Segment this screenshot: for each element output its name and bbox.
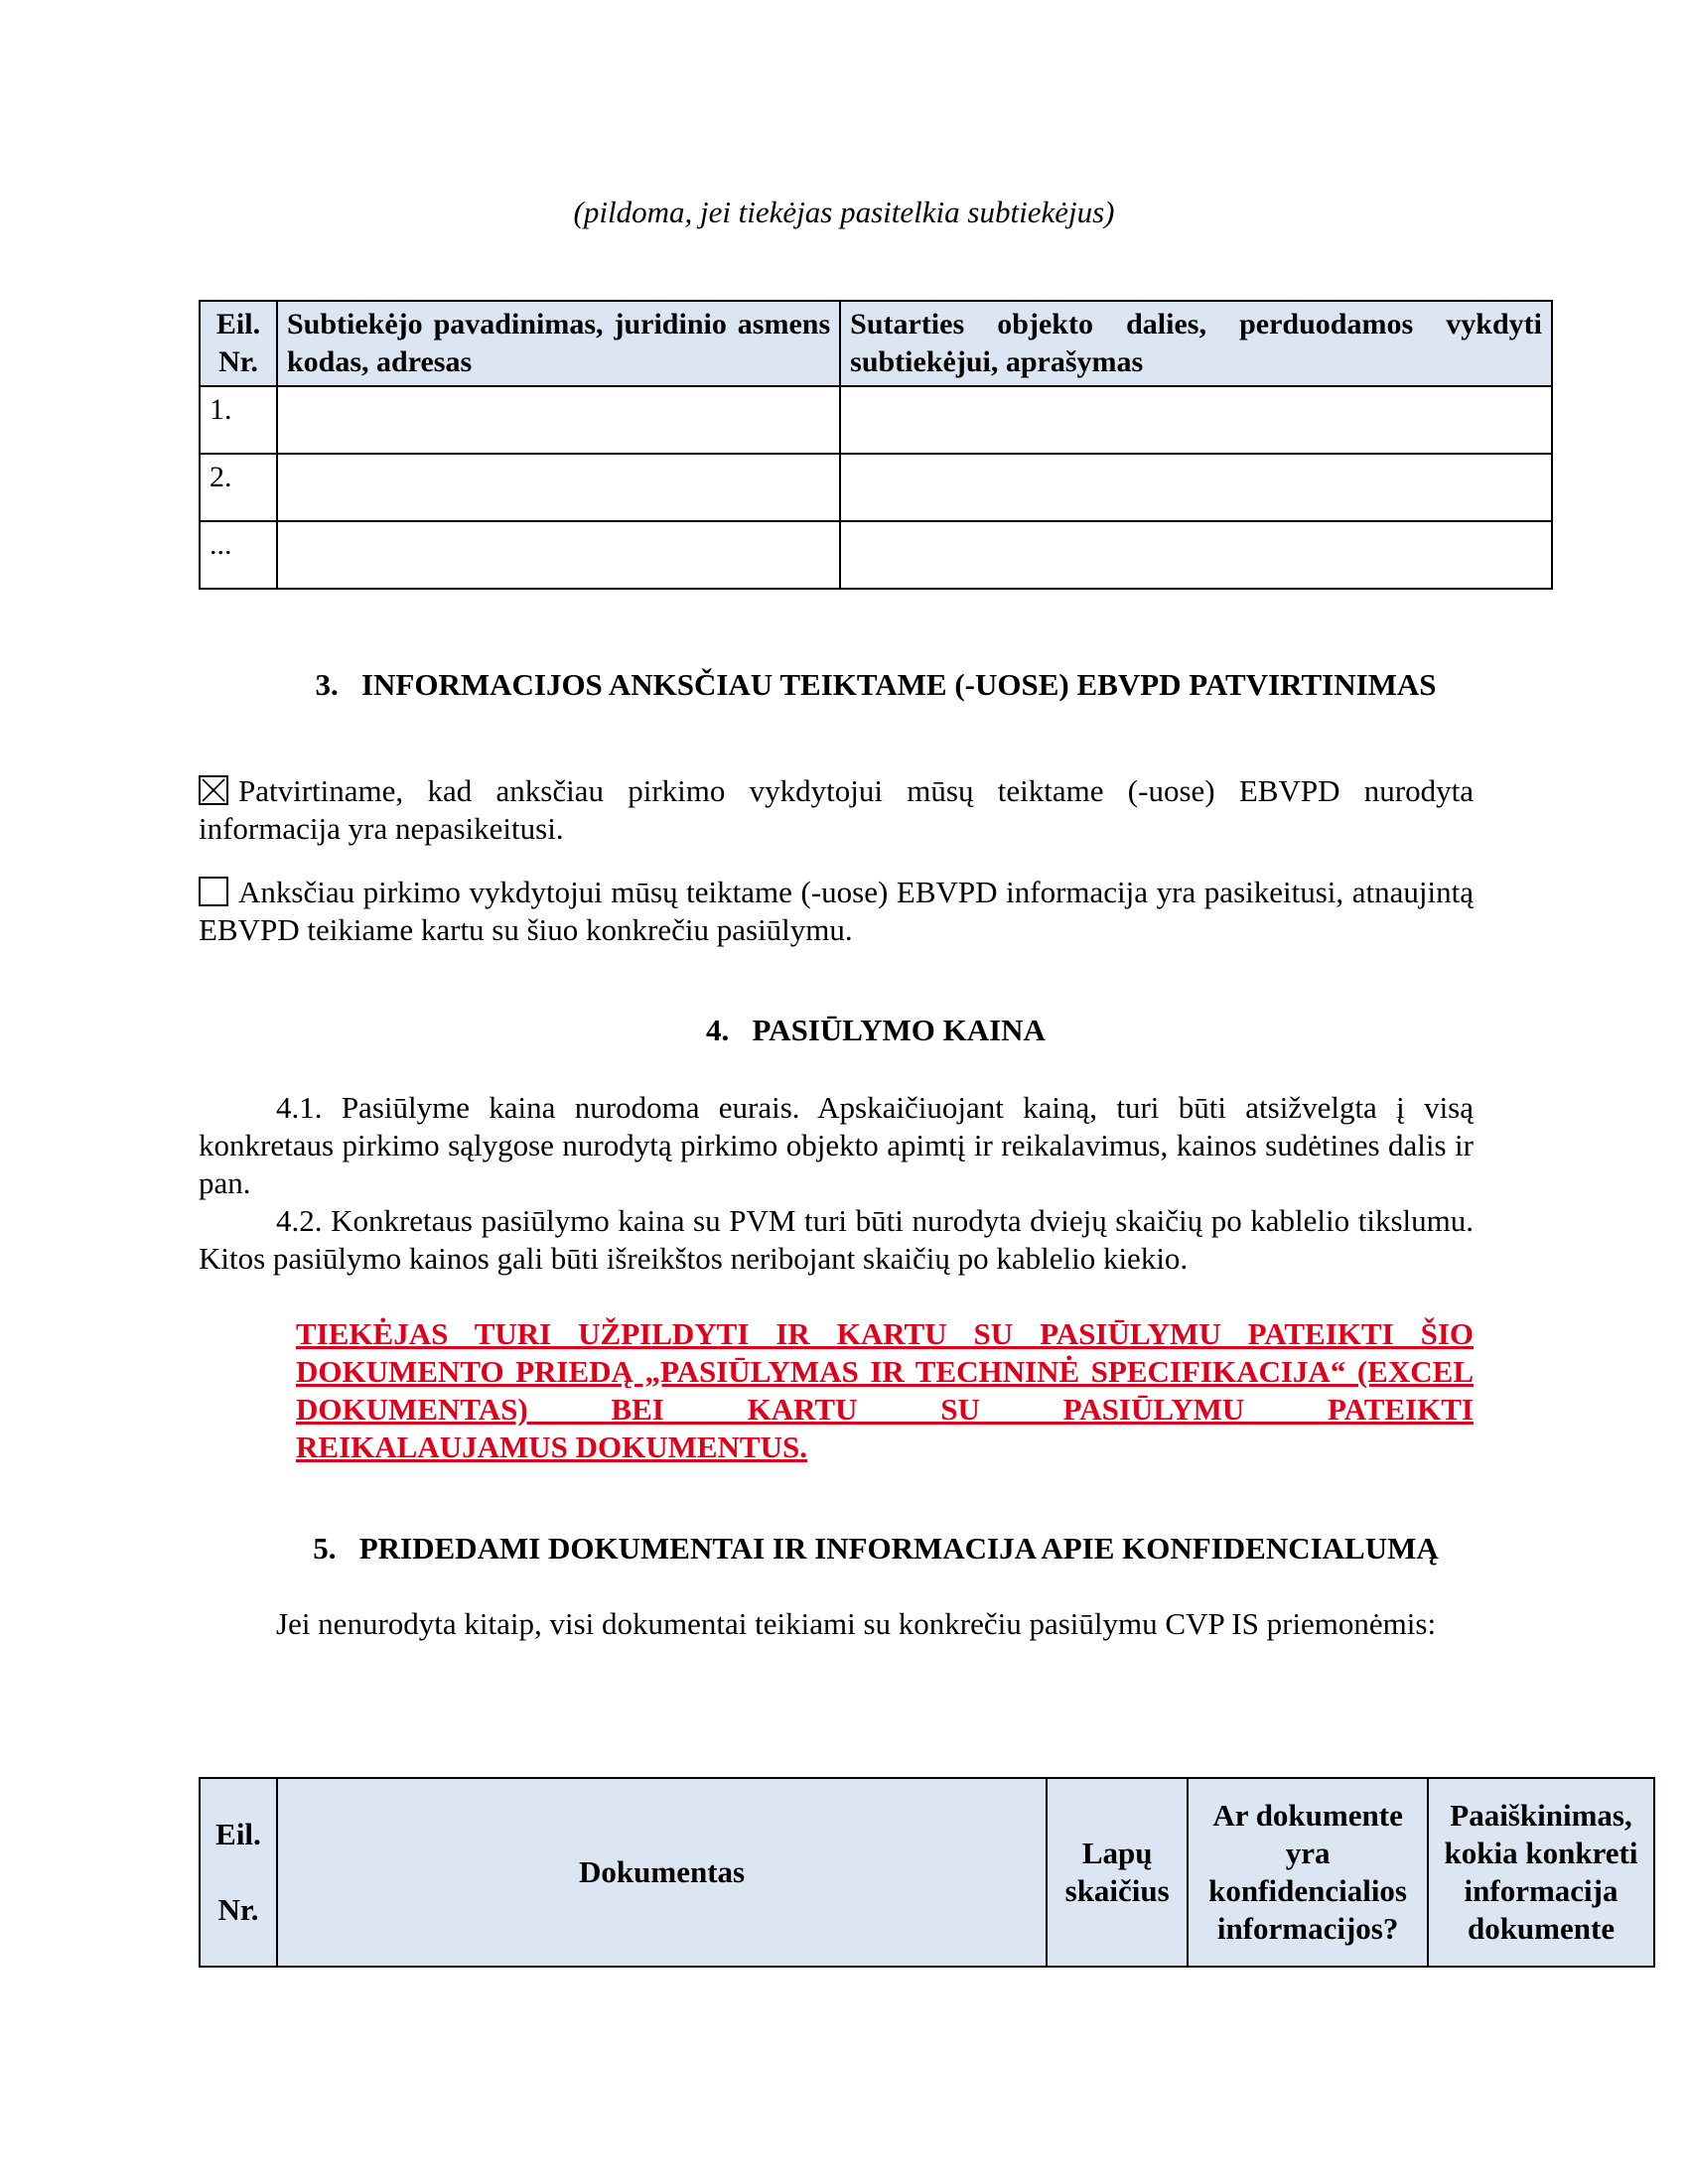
header-document: Dokumentas — [277, 1778, 1047, 1967]
header-eil-nr: Eil. Nr. — [200, 301, 277, 386]
row-number: 2. — [200, 454, 277, 521]
section-3-option-2 — [199, 874, 1474, 949]
documents-table — [199, 1777, 1655, 1968]
section-4-paragraph-2: 4.2. Konkretaus pasiūlymo kaina su PVM turi būti nurodyta dviejų skaičių po kablelio tikslumu. Kitos pasiūlymo kainos gali būti išreikštos neribojant skaičių po kablelio kiekio. — [199, 1203, 1474, 1276]
row-number: ... — [200, 521, 277, 589]
row-number: 1. — [200, 386, 277, 454]
section-5-paragraph: Jei nenurodyta kitaip, visi dokumentai teikiami su konkrečiu pasiūlymu CVP IS priemonėmis: — [276, 1606, 1437, 1641]
header-confidential: Ar dokumente yra konfidencialios informacijos? — [1188, 1778, 1428, 1967]
contract-part-cell[interactable] — [840, 521, 1552, 589]
table-header-row — [200, 1778, 1654, 1967]
table-row — [200, 521, 1552, 589]
section-4-paragraph-1: 4.1. Pasiūlyme kaina nurodoma eurais. Apskaičiuojant kainą, turi būti atsižvelgta į visą konkretaus pirkimo sąlygose nurodytą pirkimo objekto apimtį ir reikalavimus, kainos sudėtines dalis ir pan. — [199, 1090, 1474, 1200]
header-page-count: Lapų skaičius — [1047, 1778, 1188, 1967]
unchecked-checkbox-icon[interactable] — [199, 877, 228, 906]
subcontractor-name-cell[interactable] — [277, 386, 840, 454]
section-3-title: 3. INFORMACIJOS ANKSČIAU TEIKTAME (-UOSE) EBVPD PATVIRTINIMAS — [315, 667, 1437, 702]
subcontractor-note: (pildoma, jei tiekėjas pasitelkia subtiekėjus) — [573, 195, 1115, 229]
table-header-row — [200, 301, 1552, 386]
option-2-text: Anksčiau pirkimo vykdytojui mūsų teiktame (-uose) EBVPD informacija yra pasikeitusi, atnaujintą EBVPD teikiame kartu su šiuo konkrečiu pasiūlymu. — [199, 875, 1474, 947]
section-4-title: 4. PASIŪLYMO KAINA — [706, 1013, 1046, 1047]
subcontractor-name-cell[interactable] — [277, 454, 840, 521]
contract-part-cell[interactable] — [840, 386, 1552, 454]
checked-checkbox-icon[interactable] — [199, 775, 228, 805]
notice-text: TIEKĖJAS TURI UŽPILDYTI IR KARTU SU PASIŪLYMU PATEIKTI ŠIO DOKUMENTO PRIEDĄ „PASIŪLYMAS IR TECHNINĖ SPECIFIKACIJA“ (EXCEL DOKUMENTAS) BEI KARTU SU PASIŪLYMU PATEIKTI — [296, 1316, 1474, 1427]
header-explanation: Paaiškinimas, kokia konkreti informacija dokumente — [1428, 1778, 1654, 1967]
section-5-title: 5. PRIDEDAMI DOKUMENTAI IR INFORMACIJA APIE KONFIDENCIALUMĄ — [313, 1531, 1439, 1566]
header-eil-nr: Eil. Nr. — [200, 1778, 277, 1967]
header-contract-part: Sutarties objekto dalies, perduodamos vykdyti subtiekėjui, aprašymas — [840, 301, 1552, 386]
header-subcontractor-name: Subtiekėjo pavadinimas, juridinio asmens kodas, adresas — [277, 301, 840, 386]
notice-text-last-line: REIKALAUJAMUS DOKUMENTUS. — [296, 1430, 807, 1464]
table-row — [200, 386, 1552, 454]
subcontractor-name-cell[interactable] — [277, 521, 840, 589]
contract-part-cell[interactable] — [840, 454, 1552, 521]
section-3-option-1 — [199, 772, 1474, 848]
option-1-text: Patvirtiname, kad anksčiau pirkimo vykdytojui mūsų teiktame (-uose) EBVPD nurodyta informacija yra nepasikeitusi. — [199, 773, 1474, 846]
table-row — [200, 454, 1552, 521]
subcontractor-table — [199, 300, 1553, 590]
supplier-notice — [296, 1315, 1474, 1466]
